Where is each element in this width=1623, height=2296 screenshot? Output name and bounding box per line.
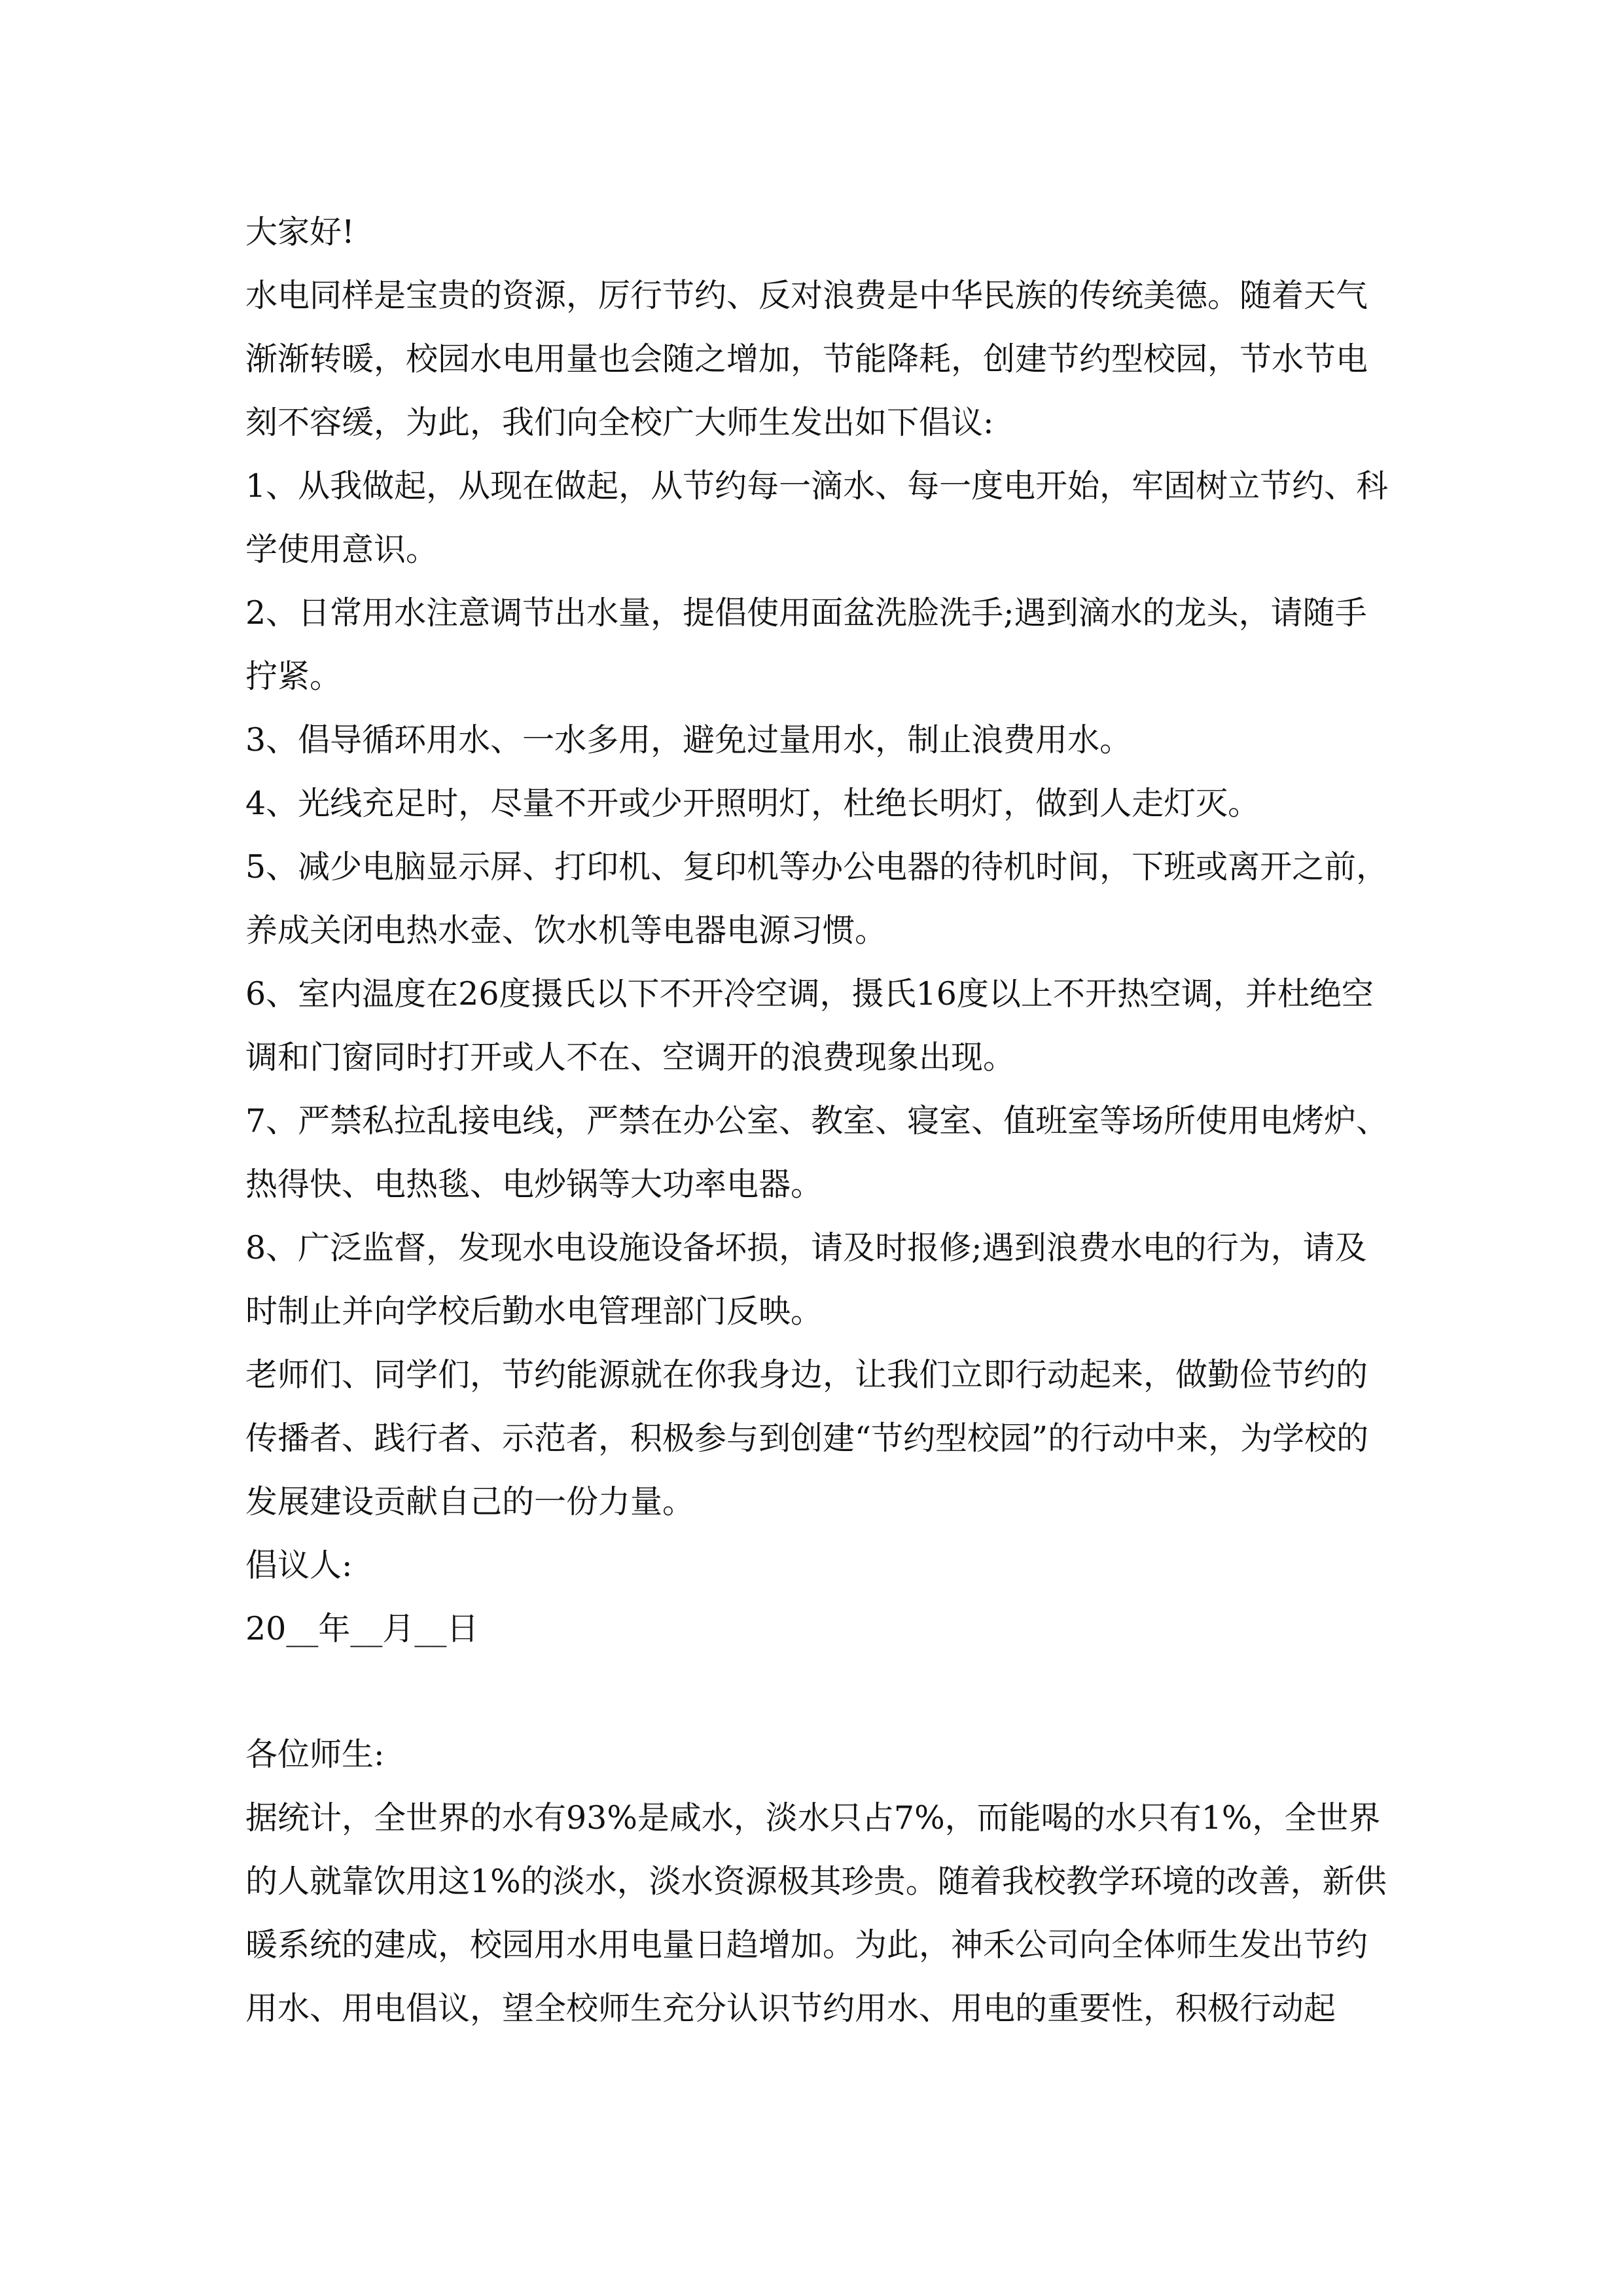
greeting: 各位师生: bbox=[245, 1736, 385, 1773]
greeting: 大家好! bbox=[245, 213, 355, 251]
proposal-item: 5、减少电脑显示屏、打印机、复印机等办公电器的待机时间，下班或离开之前，养成关闭电热水壶、饮水机等电器电源习惯。 bbox=[245, 848, 1389, 949]
proposal-item: 6、室内温度在26度摄氏以下不开冷空调，摄氏16度以上不开热空调，并杜绝空调和门窗同时打开或人不在、空调开的浪费现象出现。 bbox=[245, 975, 1374, 1076]
proposal-item: 3、倡导循环用水、一水多用，避免过量用水，制止浪费用水。 bbox=[245, 721, 1132, 759]
proposal-item: 2、日常用水注意调节出水量，提倡使用面盆洗脸洗手;遇到滴水的龙头，请随手拧紧。 bbox=[245, 594, 1367, 695]
proposal-section-2 bbox=[245, 1723, 1391, 2040]
date-line: 20__年__月__日 bbox=[245, 1610, 479, 1647]
proposal-item: 1、从我做起，从现在做起，从节约每一滴水、每一度电开始，牢固树立节约、科学使用意识。 bbox=[245, 467, 1389, 568]
proposal-section-1 bbox=[245, 200, 1391, 1660]
body-paragraph: 据统计，全世界的水有93%是咸水，淡水只占7%，而能喝的水只有1%，全世界的人就靠饮用这1%的淡水，淡水资源极其珍贵。随着我校教学环境的改善，新供暖系统的建成，校园用水用电量日趋增加。为此，神禾公司向全体师生发出节约用水、用电倡议，望全校师生充分认识节约用水、用电的重要性，积极行动起 bbox=[245, 1799, 1387, 2027]
proposal-item: 7、严禁私拉乱接电线，严禁在办公室、教室、寝室、值班室等场所使用电烤炉、热得快、电热毯、电炒锅等大功率电器。 bbox=[245, 1102, 1389, 1203]
proposal-item: 8、广泛监督，发现水电设施设备坏损，请及时报修;遇到浪费水电的行为，请及时制止并向学校后勤水电管理部门反映。 bbox=[245, 1229, 1367, 1330]
intro-paragraph: 水电同样是宝贵的资源，厉行节约、反对浪费是中华民族的传统美德。随着天气渐渐转暖，校园水电用量也会随之增加，节能降耗，创建节约型校园，节水节电刻不容缓，为此，我们向全校广大师生发出如下倡议: bbox=[245, 277, 1368, 441]
closing-paragraph: 老师们、同学们，节约能源就在你我身边，让我们立即行动起来，做勤俭节约的传播者、践行者、示范者，积极参与到创建“节约型校园”的行动中来，为学校的发展建设贡献自己的一份力量。 bbox=[245, 1356, 1369, 1520]
proposal-item: 4、光线充足时，尽量不开或少开照明灯，杜绝长明灯，做到人走灯灭。 bbox=[245, 785, 1260, 822]
signer-label: 倡议人: bbox=[245, 1547, 353, 1584]
